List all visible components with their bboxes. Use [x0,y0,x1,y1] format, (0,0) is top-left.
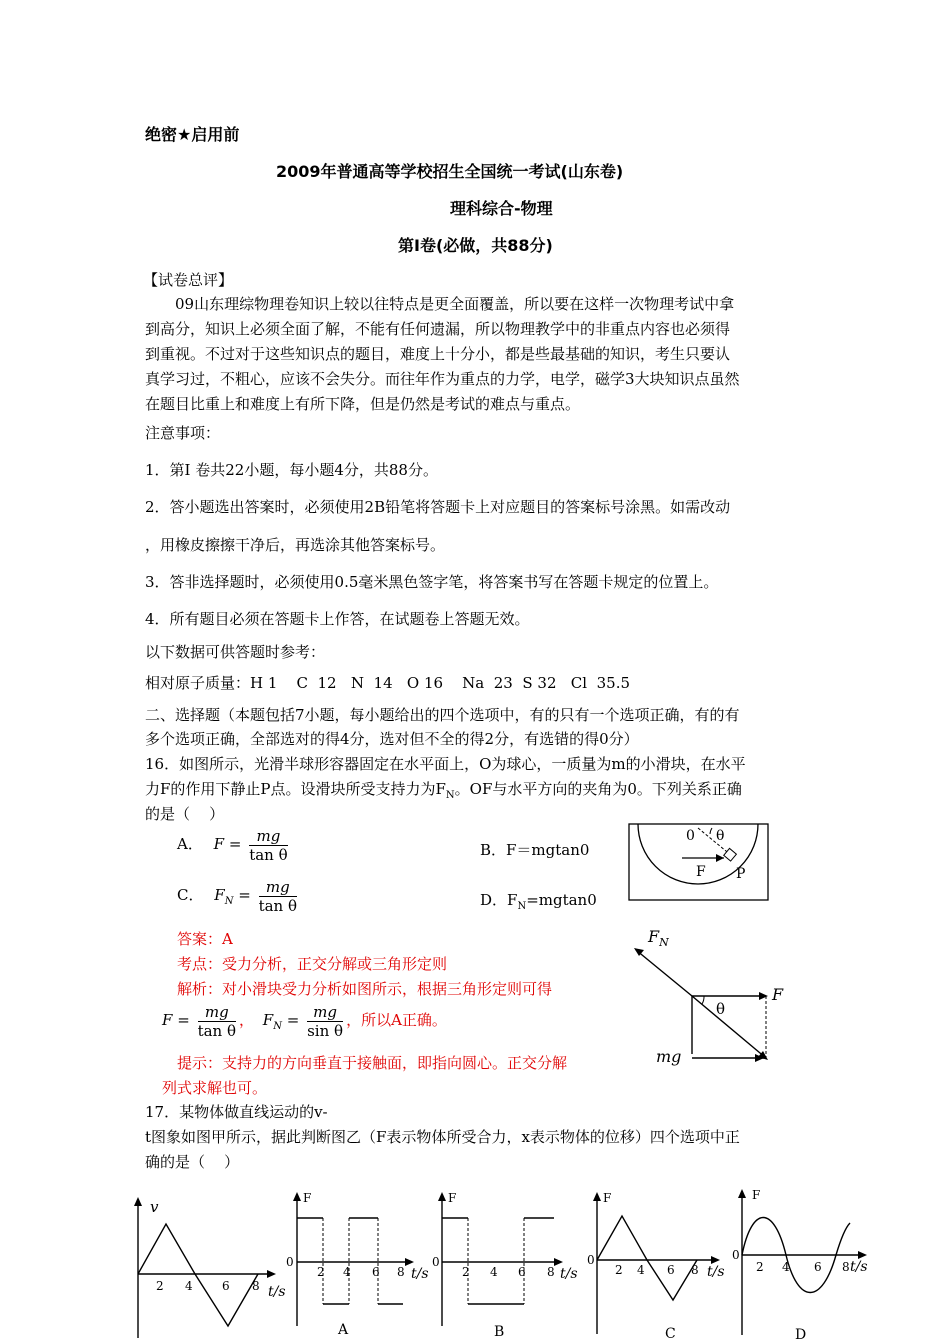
q17-stem: t图象如图甲所示，据此判断图乙（F表示物体所受合力，x表示物体的位移）四个选项中正 [145,1128,740,1146]
tick-2: 2 [756,1260,764,1274]
y-axis-arrowhead [293,1192,301,1201]
q16-point: 考点：受力分析，正交分解或三角形定则 [177,955,448,973]
mg-label: mg [656,1047,682,1066]
f-label: F [603,1191,612,1205]
tick-8: 8 [842,1260,850,1274]
note-item: 1．第I 卷共22小题，每小题4分，共88分。 [145,461,438,479]
t-label: t/s [560,1266,578,1282]
tick-2: 2 [317,1265,325,1279]
f-label: F [303,1191,312,1205]
tick-6: 6 [372,1265,380,1279]
t-label: t/s [707,1264,725,1280]
q16-hint: 提示：支持力的方向垂直于接触面，即指向圆心。正交分解 [177,1054,568,1072]
triangle-wave [597,1216,697,1300]
tick-4: 4 [782,1260,790,1274]
tick-6: 6 [518,1265,526,1279]
atomic-masses: 相对原子质量：H 1 C 12 N 14 O 16 Na 23 S 32 Cl 35.5 [145,674,631,692]
force-diagram [626,926,796,1071]
section2-line: 二、选择题（本题包括7小题，每小题给出的四个选项中，有的只有一个选项正确，有的有 [145,706,740,724]
zero-label: 0 [587,1253,595,1267]
tick-2: 2 [462,1265,470,1279]
q16-analysis: 解析：对小滑块受力分析如图所示，根据三角形定则可得 [177,980,553,998]
tick-6: 6 [222,1279,230,1293]
y-axis-arrowhead [438,1192,446,1201]
zero-label: 0 [286,1255,294,1269]
notes-heading: 注意事项： [145,424,221,442]
t-label: t/s [850,1259,868,1275]
data-line: 以下数据可供答题时参考： [145,643,326,661]
note-item: 2．答小题选出答案时，必须使用2B铅笔将答题卡上对应题目的答案标号涂黑。如需改动 [145,498,731,516]
note-item: ，用橡皮擦擦干净后，再选涂其他答案标号。 [145,536,446,554]
y-axis-arrowhead [134,1197,142,1206]
review-line: 09山东理综物理卷知识上较以往特点是更全面覆盖，所以要在这样一次物理考试中拿 [175,295,735,313]
x-axis-arrowhead [267,1270,276,1278]
caption-d: D [795,1327,807,1342]
review-line: 到重视。不过对于这些知识点的题目，难度上十分小，都是些最基础的知识，考生只要认 [145,345,731,363]
center-label: 0 [686,828,695,844]
review-line: 在题目比重上和难度上有所下降，但是仍然是考试的难点与重点。 [145,395,581,413]
tick-8: 8 [691,1263,699,1277]
x-axis-arrowhead [554,1258,563,1266]
x-axis-arrowhead [711,1256,720,1264]
tick-4: 4 [185,1279,193,1293]
diagonal-line [692,996,766,1058]
caption-c: C [665,1326,676,1342]
container-box [629,824,768,900]
fn-label: $F_N$ [648,927,669,949]
tick-8: 8 [547,1265,555,1279]
force-arrowhead [716,854,724,862]
q17-stem: 确的是（ ） [145,1153,240,1171]
theta-label: θ [716,1000,726,1018]
q16-stem: 16．如图所示，光滑半球形容器固定在水平面上，O为球心，一质量为m的小滑块，在水平 [145,755,746,773]
q17-stem: 17．某物体做直线运动的v- [145,1103,328,1121]
x-axis-arrowhead [405,1258,414,1266]
graph-vt [128,1192,288,1342]
f-label: F [448,1191,457,1205]
tick-4: 4 [343,1265,351,1279]
note-item: 4．所有题目必须在答题卡上作答，在试题卷上答题无效。 [145,610,530,628]
note-item: 3．答非选择题时，必须使用0.5毫米黑色签字笔，将答案书写在答题卡规定的位置上。 [145,573,719,591]
q16-answer: 答案：A [177,930,233,948]
review-line: 到高分，知识上必须全面了解，不能有任何遗漏，所以物理教学中的非重点内容也必须得 [145,320,731,338]
f-label: F [772,985,784,1004]
section2-line: 多个选项正确，全部选对的得4分，选对但不全的得2分，有选错的得0分） [145,730,639,748]
y-axis-arrowhead [593,1192,601,1201]
zero-label: 0 [732,1248,740,1262]
angle-arc [702,996,704,1004]
graph-d [732,1185,882,1342]
zero-label: 0 [432,1255,440,1269]
option-d[interactable]: D．$F_N=mgtan0$ [480,891,597,912]
exam-title: 2009年普通高等学校招生全国统一考试(山东卷) [276,162,624,181]
x-axis-arrowhead [858,1251,867,1259]
option-c[interactable]: C． $F_N$ = $\frac{mg}{\text{tan θ}}$ [177,877,298,915]
tick-6: 6 [667,1263,675,1277]
review-line: 真学习过，不粗心，应该不会失分。而往年作为重点的力学，电学，磁学3大块知识点虽然 [145,370,740,388]
tick-4: 4 [490,1265,498,1279]
option-b[interactable]: B．F＝mgtan0 [480,841,590,859]
graph-c [585,1188,735,1342]
tick-6: 6 [814,1260,822,1274]
tick-8: 8 [397,1265,405,1279]
vt-curve [138,1224,258,1326]
secret-mark: 绝密★启用前 [145,125,240,144]
theta-label: θ [716,828,725,844]
angle-arc [710,828,712,834]
tick-2: 2 [615,1263,623,1277]
t-label: t/s [411,1266,429,1282]
q16-solution-formula: F = $\frac{mg}{\text{tan θ}}$ ， $F_N$ = $\frac{mg}{\text{sin θ}}$ ，所以A正确。 [162,1002,447,1040]
normal-force-line [636,950,692,996]
horizontal-force-arrowhead [759,992,768,1000]
force-label: F [696,864,706,880]
f-label: F [752,1188,761,1202]
point-label: P [736,866,746,882]
option-a[interactable]: A． F = $\frac{mg}{\text{tan θ}}$ [177,826,288,864]
section-title: 第Ⅰ卷(必做，共88分) [398,236,553,255]
caption-a: A [338,1322,349,1338]
review-heading: 【试卷总评】 [143,271,234,289]
y-axis-arrowhead [738,1189,746,1198]
q16-stem: 力F的作用下静止P点。设滑块所受支持力为$F_N$。OF与水平方向的夹角为0。下列关系正确 [145,780,742,801]
q16-stem: 的是（ ） [145,805,225,823]
graph-b [430,1188,580,1342]
caption-b: B [494,1324,505,1340]
graph-a [283,1188,433,1342]
v-label: v [150,1198,159,1216]
hemisphere-figure [628,822,770,902]
t-label: t/s [268,1284,286,1300]
exam-subtitle: 理科综合-物理 [450,199,553,218]
tick-8: 8 [252,1279,260,1293]
tick-2: 2 [156,1279,164,1293]
tick-4: 4 [637,1263,645,1277]
q16-hint: 列式求解也可。 [162,1079,268,1097]
